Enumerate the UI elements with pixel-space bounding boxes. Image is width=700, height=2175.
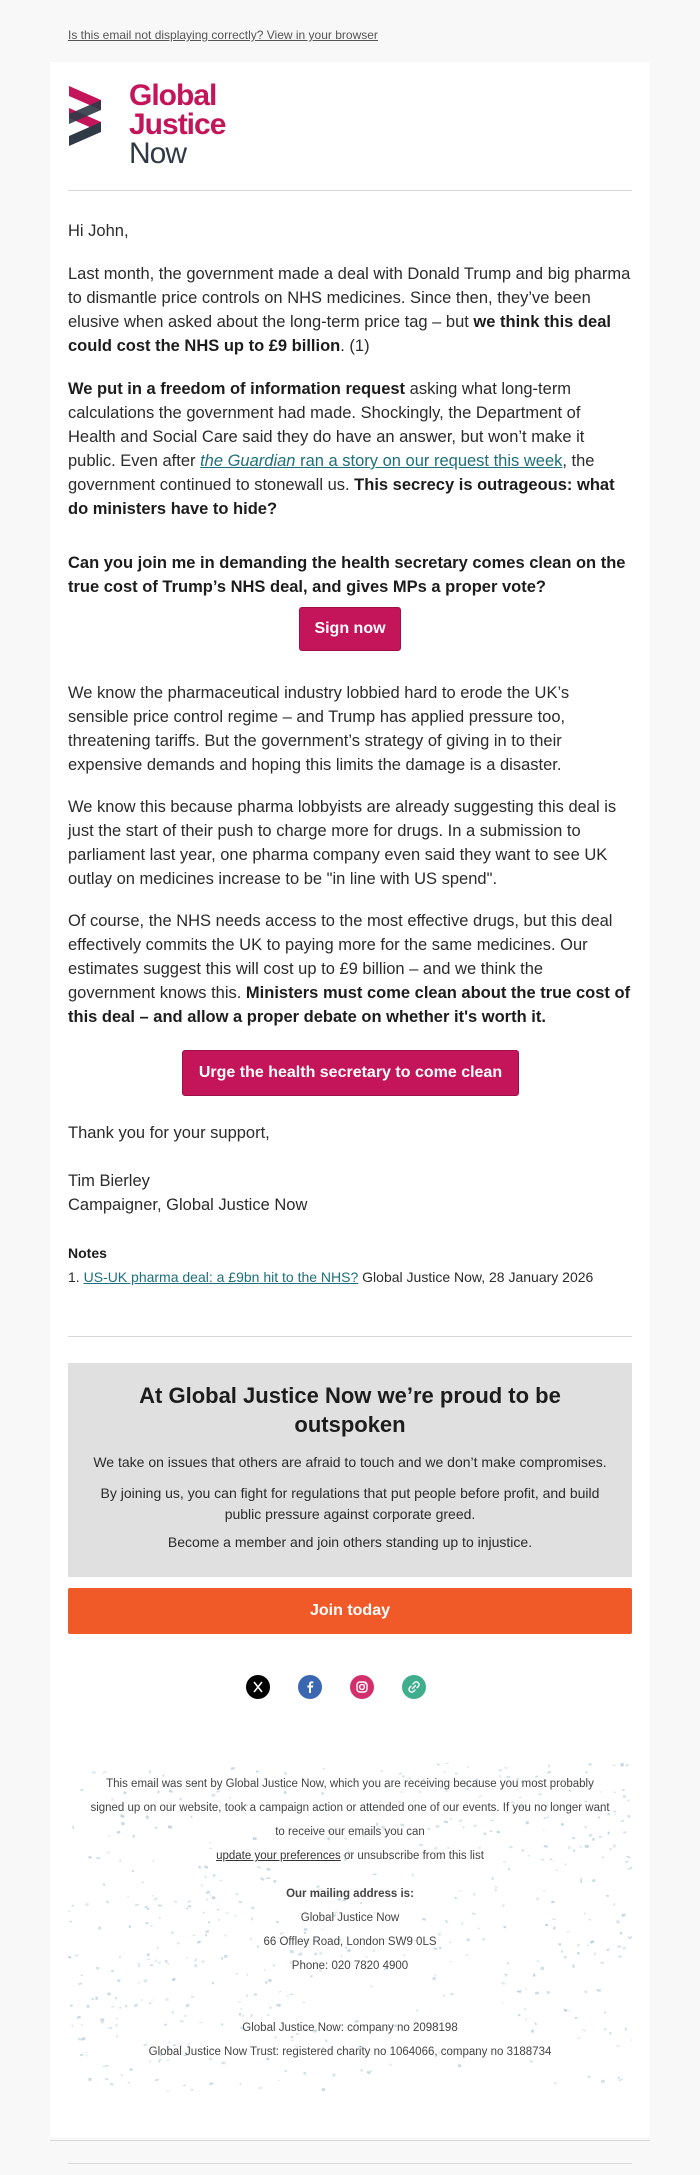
footer-speckle	[91, 1998, 94, 1999]
footer-line-1: This email was sent by Global Justice Now, which you are receiving because you most probably	[106, 1778, 594, 1790]
update-preferences-link[interactable]: update your preferences	[216, 1850, 341, 1862]
footer-speckle	[613, 1765, 616, 1767]
intro-bold: we think this deal could cost the NHS up to £9 billion	[68, 313, 611, 355]
instagram-icon[interactable]	[350, 1675, 374, 1699]
footer-speckle	[138, 1982, 141, 1984]
footer-speckle	[132, 1870, 135, 1872]
footer-speckle	[134, 2003, 139, 2007]
logo-chevron-icon	[69, 86, 109, 146]
logo-text-now: Now	[129, 137, 187, 170]
footer-speckle	[508, 1868, 510, 1870]
footer-speckle	[416, 2009, 418, 2011]
footer-speckle	[584, 1990, 588, 1994]
footer-speckle	[373, 1874, 377, 1876]
footer-speckle	[553, 2082, 557, 2084]
trust-registration: Global Justice Now Trust: registered charity no 1064066, company no 3188734	[148, 2046, 552, 2058]
footer-speckle	[268, 1979, 272, 1982]
intro-text: Last month, the government made a deal with Donald Trump and big pharma to dismantle price controls on NHS medicines. Since then, they’ve been elusive when asked about the long-term price tag – but	[68, 265, 631, 331]
footer-speckle	[502, 2002, 504, 2004]
footer-speckle	[266, 1877, 270, 1879]
footer-speckle	[258, 2086, 262, 2089]
footer-speckle	[111, 2006, 114, 2008]
logo-text-global: Global	[129, 79, 217, 112]
footer-speckle	[535, 1991, 539, 1995]
footer-speckle	[278, 2080, 280, 2082]
sign-now-button[interactable]: Sign now	[299, 607, 401, 651]
footer-speckle	[617, 2076, 620, 2079]
paragraph-ask: Can you join me in demanding the health secretary comes clean on the true cost of Trump’s NHS deal, and gives MPs a proper vote?	[68, 554, 626, 596]
paragraph-lobbyists: We know this because pharma lobbyists are already suggesting this deal is just the start of their push to charge more for drugs. In a submission to parliament last year, one pharma company even said they want to see UK outlay on medicines increase to be "in line with US spend".	[68, 798, 617, 888]
footer-speckle	[119, 2007, 121, 2008]
signer-role: Campaigner, Global Justice Now	[68, 1196, 308, 1214]
mailing-address-title: Our mailing address is:	[286, 1888, 414, 1900]
phone-number: Phone: 020 7820 4900	[291, 1960, 409, 1972]
footer-speckle	[580, 1878, 583, 1881]
footer-speckle	[166, 2092, 170, 2093]
footer-speckle	[115, 1997, 118, 2000]
urge-health-secretary-button[interactable]: Urge the health secretary to come clean	[182, 1050, 519, 1096]
footer-line-3: to receive our emails you can	[275, 1826, 425, 1838]
foi-bold-2: This secrecy is outrageous: what do ministers have to hide?	[68, 476, 615, 518]
footer-speckle	[620, 1763, 624, 1767]
guardian-story-link[interactable]	[200, 452, 562, 470]
footer-speckle	[604, 2012, 606, 2014]
footer-speckle	[130, 2068, 133, 2071]
footer-speckle	[303, 2001, 306, 2003]
paragraph-cost	[68, 909, 632, 1029]
facebook-icon[interactable]	[298, 1675, 322, 1699]
footer-speckle	[105, 2065, 109, 2066]
company-number: Global Justice Now: company no 2098198	[242, 2022, 458, 2034]
join-today-button[interactable]: Join today	[68, 1588, 632, 1634]
guardian-link-rest: ran a story on our request this week	[295, 452, 563, 470]
footer-speckle	[105, 2078, 109, 2080]
footer-speckle	[467, 1766, 469, 1768]
footer-speckle	[287, 1996, 289, 1997]
promo-text-1: We take on issues that others are afraid to touch and we don’t make compromises.	[93, 1454, 607, 1470]
footer-speckle	[240, 2083, 242, 2085]
footer-speckle	[322, 2088, 326, 2091]
footer-speckle	[70, 2005, 72, 2007]
membership-promo	[68, 1363, 632, 1577]
footer-speckle	[191, 2089, 194, 2091]
footer-speckle	[204, 1875, 207, 1878]
footer-speckle	[588, 2076, 591, 2079]
address-line-2: 66 Offley Road, London SW9 0LS	[263, 1936, 437, 1948]
footer-speckle	[266, 1868, 270, 1871]
footer-speckle	[238, 2001, 241, 2003]
website-link-icon[interactable]	[402, 1675, 426, 1699]
note-source-link[interactable]: US-UK pharma deal: a £9bn hit to the NHS?	[83, 1269, 359, 1285]
footer-speckle	[450, 1993, 453, 1995]
footer-speckle	[601, 2080, 605, 2083]
footer-speckle	[285, 2070, 288, 2072]
footer-speckle	[504, 1767, 507, 1769]
footer-speckle	[260, 1877, 264, 1881]
cost-bold: Ministers must come clean about the true cost of this deal – and allow a proper debate on whether it's worth it.	[68, 984, 631, 1026]
footer-speckle	[519, 1990, 522, 1994]
footer-speckle	[279, 1991, 282, 1993]
footer-speckle	[501, 1981, 506, 1985]
footer-speckle	[254, 1993, 257, 1996]
footer-speckle	[209, 2082, 213, 2085]
footer-speckle	[491, 1877, 494, 1880]
foi-bold: We put in a freedom of information request	[68, 380, 406, 398]
footer-speckle	[117, 1979, 121, 1982]
footer-speckle	[155, 2079, 159, 2081]
paragraph-industry: We know the pharmaceutical industry lobbied hard to erode the UK’s sensible price control regime – and Trump has applied pressure too, threatening tariffs. But the government’s strategy of giving in to their expensive demands and hoping this limits the damage is a disaster.	[68, 684, 570, 774]
footer-speckle	[183, 2084, 186, 2087]
footer-speckle	[95, 1997, 98, 2000]
footer-speckle	[524, 2008, 526, 2010]
footer-speckle	[369, 2070, 373, 2073]
footer-speckle	[568, 2010, 570, 2012]
footer-speckle	[149, 2002, 152, 2005]
greeting: Hi John,	[68, 222, 129, 240]
footer-speckle	[445, 1763, 448, 1764]
thanks-text: Thank you for your support,	[68, 1124, 270, 1142]
footer-speckle	[246, 1994, 249, 1998]
global-justice-now-logo[interactable]	[69, 79, 229, 172]
paragraph-intro	[68, 262, 632, 358]
footer-speckle	[411, 1874, 414, 1877]
note-item	[68, 1269, 593, 1285]
footer-speckle	[628, 1868, 630, 1870]
footer-speckle	[240, 2008, 242, 2010]
footer-speckle	[103, 2065, 105, 2067]
address-line-1: Global Justice Now	[300, 1912, 400, 1924]
footer-speckle	[290, 1994, 294, 1995]
footer-speckle	[269, 2006, 271, 2009]
footer-speckle	[121, 2074, 123, 2076]
footer-speckle	[548, 1764, 551, 1767]
footer-speckle	[87, 2005, 90, 2008]
footer-speckle	[213, 1874, 216, 1876]
footer-speckle	[547, 1991, 550, 1993]
footer-speckle	[588, 1763, 592, 1766]
footer-speckle	[322, 1768, 325, 1770]
x-icon[interactable]	[246, 1675, 270, 1699]
footer-line-2: signed up on our website, took a campaign action or attended one of our events. If you no longer want	[90, 1802, 610, 1814]
logo-text-justice: Justice	[129, 108, 226, 141]
footer-speckle	[171, 2011, 174, 2014]
bottom-divider	[50, 2140, 650, 2141]
footer-speckle	[151, 1999, 153, 2001]
intro-ref: . (1)	[340, 337, 370, 355]
foi-text: asking what long-term calculations the government had made. Shockingly, the Department of Health and Social Care said they do have an answer, but won’t make it public. Even after	[68, 380, 585, 470]
footer-speckle	[332, 2073, 335, 2076]
bottom-divider-2	[68, 2163, 632, 2164]
unsubscribe-text[interactable]: or unsubscribe from this list	[340, 1850, 484, 1862]
footer-speckle	[141, 1999, 143, 2001]
promo-title: At Global Justice Now we’re proud to be outspoken	[139, 1383, 561, 1437]
footer-speckle	[212, 1982, 214, 1985]
footer-speckle	[458, 2064, 462, 2068]
footer-speckle	[563, 2008, 567, 2012]
footer-speckle	[625, 1764, 629, 1767]
footer-speckle	[360, 2069, 363, 2072]
footer-speckle	[265, 1981, 267, 1984]
footer-speckle	[110, 2083, 113, 2086]
footer-speckle	[525, 1988, 527, 1990]
footer-speckle	[191, 1996, 195, 1998]
view-in-browser-link[interactable]: Is this email not displaying correctly? View in your browser	[68, 28, 378, 42]
footer-speckle	[437, 1764, 440, 1766]
promo-text-2: By joining us, you can fight for regulations that put people before profit, and build public pressure against corporate greed.	[100, 1485, 600, 1522]
foi-text-2: , the government continued to stonewall us.	[68, 452, 595, 494]
footer-speckle	[165, 1998, 169, 2001]
footer-speckle	[370, 1985, 374, 1987]
footer-speckle	[88, 2078, 91, 2081]
footer-speckle	[231, 1767, 235, 1770]
footer-speckle	[185, 2003, 190, 2007]
signer-name: Tim Bierley	[68, 1172, 150, 1190]
paragraph-foi	[68, 377, 632, 521]
footer-speckle	[107, 1992, 110, 1995]
footer-speckle	[128, 2082, 130, 2083]
cost-text: Of course, the NHS needs access to the most effective drugs, but this deal effectively commits the UK to paying more for the same medicines. Our estimates suggest this will cost up to £9 billion – and we think the government knows this.	[68, 912, 613, 1002]
footer-speckle	[443, 1995, 445, 1997]
footer-speckle	[556, 1870, 558, 1871]
promo-text-3: Become a member and join others standing up to injustice.	[167, 1534, 533, 1550]
footer-speckle	[143, 1979, 147, 1983]
email-card	[50, 62, 650, 2137]
header-divider	[68, 190, 632, 191]
notes-title: Notes	[68, 1245, 107, 1261]
footer	[68, 1762, 632, 2092]
footer-speckle	[125, 2005, 128, 2008]
note-number: 1.	[68, 1269, 80, 1285]
guardian-link-em: the Guardian	[200, 452, 296, 470]
notes-divider	[68, 1336, 632, 1337]
footer-speckle	[303, 2072, 306, 2075]
footer-preferences	[68, 1844, 632, 1868]
note-source-text: Global Justice Now, 28 January 2026	[358, 1269, 594, 1285]
footer-speckle	[78, 1982, 82, 1985]
